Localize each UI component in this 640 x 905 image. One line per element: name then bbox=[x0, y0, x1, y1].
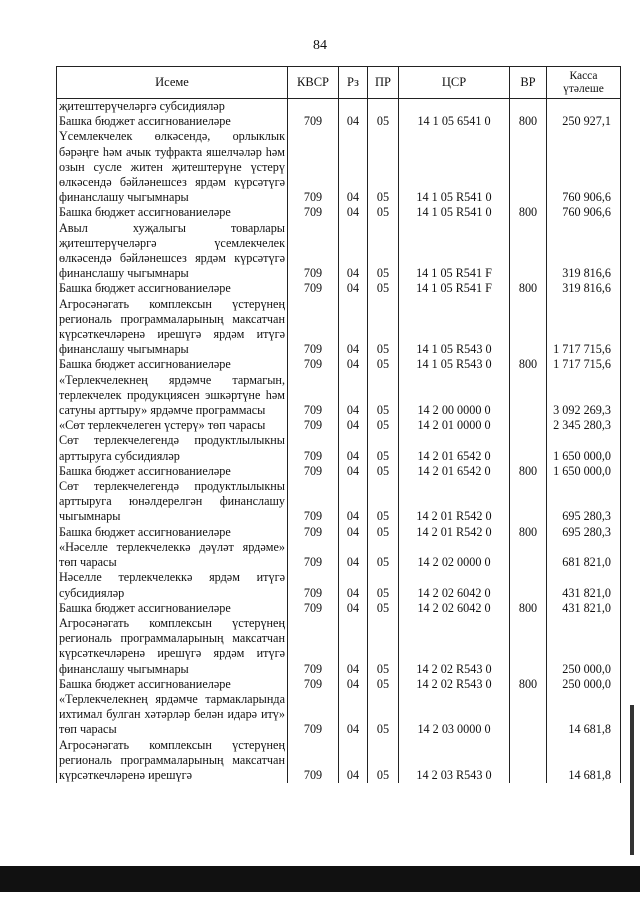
cell-name: Агросәнәгать комплексын үстерүнең региональ программаларының максатчан күрсәткечләренә ирешүгә ярдәм итүгә финанслашу чыгымнары bbox=[57, 616, 288, 677]
cell-vr bbox=[510, 297, 547, 358]
cell-kvsr: 709 bbox=[288, 221, 339, 282]
cell-pr: 05 bbox=[368, 357, 399, 372]
cell-pr bbox=[368, 99, 399, 115]
header-pr: ПР bbox=[368, 67, 399, 99]
cell-amount: 3 092 269,3 bbox=[547, 373, 621, 419]
cell-rz: 04 bbox=[339, 464, 368, 479]
cell-name: Авыл хуҗалыгы товарлары җитештерүчеләргә үсемлекчелек өлкәсендә бәйләнешсез ярдәм күрсәтүгә финанслашу чыгымнары bbox=[57, 221, 288, 282]
cell-vr bbox=[510, 479, 547, 525]
page-number: 84 bbox=[313, 38, 327, 53]
cell-amount: 14 681,8 bbox=[547, 738, 621, 784]
cell-vr: 800 bbox=[510, 357, 547, 372]
cell-rz: 04 bbox=[339, 221, 368, 282]
cell-name: Башка бюджет ассигнованиеләре bbox=[57, 357, 288, 372]
cell-csr: 14 2 02 6042 0 bbox=[399, 570, 510, 600]
cell-csr: 14 2 03 R543 0 bbox=[399, 738, 510, 784]
table-row bbox=[57, 129, 621, 205]
cell-rz: 04 bbox=[339, 692, 368, 738]
table-row bbox=[57, 525, 621, 540]
table-row bbox=[57, 692, 621, 738]
cell-csr: 14 1 05 R541 0 bbox=[399, 129, 510, 205]
cell-rz: 04 bbox=[339, 373, 368, 419]
cell-vr: 800 bbox=[510, 677, 547, 692]
table-row bbox=[57, 114, 621, 129]
cell-name: «Нәселле терлекчелеккә дәүләт ярдәме» төп чарасы bbox=[57, 540, 288, 570]
cell-kvsr: 709 bbox=[288, 297, 339, 358]
cell-amount: 2 345 280,3 bbox=[547, 418, 621, 433]
cell-name: җитештерүчеләргә субсидияләр bbox=[57, 99, 288, 115]
cell-pr: 05 bbox=[368, 570, 399, 600]
cell-amount: 431 821,0 bbox=[547, 570, 621, 600]
cell-vr: 800 bbox=[510, 114, 547, 129]
cell-amount: 760 906,6 bbox=[547, 205, 621, 220]
cell-pr: 05 bbox=[368, 692, 399, 738]
cell-kvsr: 709 bbox=[288, 281, 339, 296]
table-row bbox=[57, 281, 621, 296]
cell-vr: 800 bbox=[510, 281, 547, 296]
cell-vr bbox=[510, 373, 547, 419]
cell-name: Башка бюджет ассигнованиеләре bbox=[57, 205, 288, 220]
table-row bbox=[57, 373, 621, 419]
cell-rz: 04 bbox=[339, 433, 368, 463]
cell-rz: 04 bbox=[339, 677, 368, 692]
cell-vr bbox=[510, 570, 547, 600]
cell-pr: 05 bbox=[368, 540, 399, 570]
cell-name: Нәселле терлекчелеккә ярдәм итүгә субсидияләр bbox=[57, 570, 288, 600]
cell-kvsr: 709 bbox=[288, 433, 339, 463]
cell-amount: 1 650 000,0 bbox=[547, 464, 621, 479]
cell-amount: 681 821,0 bbox=[547, 540, 621, 570]
table-row bbox=[57, 418, 621, 433]
cell-vr bbox=[510, 433, 547, 463]
cell-pr: 05 bbox=[368, 373, 399, 419]
cell-amount: 14 681,8 bbox=[547, 692, 621, 738]
cell-pr: 05 bbox=[368, 129, 399, 205]
cell-pr: 05 bbox=[368, 297, 399, 358]
cell-kvsr: 709 bbox=[288, 129, 339, 205]
budget-table bbox=[56, 66, 621, 783]
cell-name: «Терлекчелекнең ярдәмче тармакларында ихтимал булган хәтәрләр белән идарә итү» төп чарасы bbox=[57, 692, 288, 738]
cell-rz: 04 bbox=[339, 479, 368, 525]
cell-pr: 05 bbox=[368, 114, 399, 129]
cell-kvsr: 709 bbox=[288, 114, 339, 129]
cell-vr bbox=[510, 616, 547, 677]
cell-rz: 04 bbox=[339, 357, 368, 372]
cell-name: Башка бюджет ассигнованиеләре bbox=[57, 281, 288, 296]
cell-rz: 04 bbox=[339, 738, 368, 784]
cell-name: Агросәнәгать комплексын үстерүнең региональ программаларының максатчан күрсәткечләренә ирешүгә ярдәм итүгә финанслашу чыгымнары bbox=[57, 297, 288, 358]
cell-csr: 14 2 01 6542 0 bbox=[399, 464, 510, 479]
header-kassa-line1: Касса bbox=[569, 69, 598, 82]
cell-csr: 14 1 05 R541 F bbox=[399, 221, 510, 282]
cell-csr: 14 2 03 0000 0 bbox=[399, 692, 510, 738]
cell-rz: 04 bbox=[339, 281, 368, 296]
cell-name: «Терлекчелекнең ярдәмче тармагын, терлекчелек продукциясен эшкәртүне һәм сатуны арттыру» ярдәмче программасы bbox=[57, 373, 288, 419]
table-row bbox=[57, 464, 621, 479]
cell-csr: 14 2 01 R542 0 bbox=[399, 479, 510, 525]
cell-pr: 05 bbox=[368, 418, 399, 433]
cell-kvsr: 709 bbox=[288, 464, 339, 479]
table-row bbox=[57, 616, 621, 677]
table-row bbox=[57, 221, 621, 282]
cell-vr: 800 bbox=[510, 601, 547, 616]
cell-kvsr: 709 bbox=[288, 525, 339, 540]
table-row bbox=[57, 433, 621, 463]
cell-amount: 1 650 000,0 bbox=[547, 433, 621, 463]
cell-pr: 05 bbox=[368, 281, 399, 296]
table-row bbox=[57, 99, 621, 115]
cell-pr: 05 bbox=[368, 433, 399, 463]
cell-pr: 05 bbox=[368, 616, 399, 677]
cell-amount: 1 717 715,6 bbox=[547, 297, 621, 358]
cell-kvsr: 709 bbox=[288, 601, 339, 616]
cell-vr bbox=[510, 99, 547, 115]
cell-csr: 14 2 02 R543 0 bbox=[399, 677, 510, 692]
cell-kvsr: 709 bbox=[288, 738, 339, 784]
cell-amount: 250 000,0 bbox=[547, 677, 621, 692]
header-csr: ЦСР bbox=[399, 67, 510, 99]
cell-pr: 05 bbox=[368, 677, 399, 692]
table-row bbox=[57, 570, 621, 600]
cell-csr: 14 1 05 R541 0 bbox=[399, 205, 510, 220]
cell-vr bbox=[510, 129, 547, 205]
cell-rz: 04 bbox=[339, 205, 368, 220]
header-rz: Рз bbox=[339, 67, 368, 99]
cell-vr bbox=[510, 221, 547, 282]
cell-pr: 05 bbox=[368, 221, 399, 282]
cell-amount: 250 000,0 bbox=[547, 616, 621, 677]
table-header-row bbox=[57, 67, 621, 99]
cell-vr bbox=[510, 692, 547, 738]
cell-vr: 800 bbox=[510, 464, 547, 479]
cell-name: Башка бюджет ассигнованиеләре bbox=[57, 677, 288, 692]
cell-kvsr: 709 bbox=[288, 479, 339, 525]
cell-kvsr: 709 bbox=[288, 205, 339, 220]
cell-vr bbox=[510, 738, 547, 784]
cell-name: «Сөт терлекчелеген үстерү» төп чарасы bbox=[57, 418, 288, 433]
cell-pr: 05 bbox=[368, 479, 399, 525]
table-row bbox=[57, 738, 621, 784]
cell-csr: 14 1 05 R541 F bbox=[399, 281, 510, 296]
cell-name: Сөт терлекчелегендә продуктлылыкны арттыруга юнәлдерелгән финанслашу чыгымнары bbox=[57, 479, 288, 525]
cell-kvsr: 709 bbox=[288, 373, 339, 419]
header-vr: ВР bbox=[510, 67, 547, 99]
cell-csr: 14 2 01 R542 0 bbox=[399, 525, 510, 540]
cell-csr: 14 1 05 6541 0 bbox=[399, 114, 510, 129]
cell-pr: 05 bbox=[368, 464, 399, 479]
cell-amount: 431 821,0 bbox=[547, 601, 621, 616]
cell-rz: 04 bbox=[339, 525, 368, 540]
cell-kvsr: 709 bbox=[288, 540, 339, 570]
cell-kvsr bbox=[288, 99, 339, 115]
cell-csr: 14 1 05 R543 0 bbox=[399, 357, 510, 372]
cell-amount: 319 816,6 bbox=[547, 281, 621, 296]
cell-amount bbox=[547, 99, 621, 115]
cell-rz: 04 bbox=[339, 114, 368, 129]
cell-name: Башка бюджет ассигнованиеләре bbox=[57, 601, 288, 616]
cell-vr: 800 bbox=[510, 205, 547, 220]
header-kassa-line2: үтәлеше bbox=[563, 82, 604, 95]
cell-name: Сөт терлекчелегендә продуктлылыкны арттыруга субсидияләр bbox=[57, 433, 288, 463]
scan-bottom-bar bbox=[0, 866, 640, 892]
cell-rz: 04 bbox=[339, 129, 368, 205]
cell-pr: 05 bbox=[368, 205, 399, 220]
scan-edge-mark bbox=[630, 705, 634, 855]
table-body bbox=[57, 99, 621, 784]
cell-rz: 04 bbox=[339, 570, 368, 600]
table-row bbox=[57, 601, 621, 616]
cell-csr: 14 2 00 0000 0 bbox=[399, 373, 510, 419]
cell-kvsr: 709 bbox=[288, 570, 339, 600]
cell-csr bbox=[399, 99, 510, 115]
cell-rz bbox=[339, 99, 368, 115]
cell-rz: 04 bbox=[339, 616, 368, 677]
table-row bbox=[57, 479, 621, 525]
table-row bbox=[57, 677, 621, 692]
cell-csr: 14 2 02 6042 0 bbox=[399, 601, 510, 616]
cell-pr: 05 bbox=[368, 738, 399, 784]
table-row bbox=[57, 297, 621, 358]
table-row bbox=[57, 357, 621, 372]
cell-vr bbox=[510, 418, 547, 433]
cell-name: Башка бюджет ассигнованиеләре bbox=[57, 464, 288, 479]
cell-name: Агросәнәгать комплексын үстерүнең региональ программаларының максатчан күрсәткечләренә ирешүгә bbox=[57, 738, 288, 784]
cell-amount: 695 280,3 bbox=[547, 525, 621, 540]
cell-rz: 04 bbox=[339, 418, 368, 433]
table-row bbox=[57, 540, 621, 570]
table-row bbox=[57, 205, 621, 220]
cell-amount: 319 816,6 bbox=[547, 221, 621, 282]
cell-amount: 760 906,6 bbox=[547, 129, 621, 205]
cell-amount: 250 927,1 bbox=[547, 114, 621, 129]
cell-csr: 14 2 01 6542 0 bbox=[399, 433, 510, 463]
cell-pr: 05 bbox=[368, 601, 399, 616]
cell-rz: 04 bbox=[339, 297, 368, 358]
cell-name: Башка бюджет ассигнованиеләре bbox=[57, 114, 288, 129]
cell-csr: 14 2 01 0000 0 bbox=[399, 418, 510, 433]
cell-name: Үсемлекчелек өлкәсендә, орлыклык бәрәңге һәм ачык туфракта яшелчәләр һәм озын сусле житен җитештерүне үстерү өлкәсендә бәйләнешсез ярдәм күрсәтүгә финанслашу чыгымнары bbox=[57, 129, 288, 205]
cell-vr: 800 bbox=[510, 525, 547, 540]
cell-pr: 05 bbox=[368, 525, 399, 540]
header-kassa bbox=[547, 67, 621, 99]
header-kvsr: КВСР bbox=[288, 67, 339, 99]
cell-kvsr: 709 bbox=[288, 677, 339, 692]
cell-rz: 04 bbox=[339, 540, 368, 570]
cell-kvsr: 709 bbox=[288, 418, 339, 433]
cell-csr: 14 2 02 R543 0 bbox=[399, 616, 510, 677]
cell-vr bbox=[510, 540, 547, 570]
header-name: Исеме bbox=[57, 67, 288, 99]
cell-amount: 1 717 715,6 bbox=[547, 357, 621, 372]
cell-csr: 14 2 02 0000 0 bbox=[399, 540, 510, 570]
cell-rz: 04 bbox=[339, 601, 368, 616]
cell-amount: 695 280,3 bbox=[547, 479, 621, 525]
cell-kvsr: 709 bbox=[288, 692, 339, 738]
cell-name: Башка бюджет ассигнованиеләре bbox=[57, 525, 288, 540]
cell-csr: 14 1 05 R543 0 bbox=[399, 297, 510, 358]
cell-kvsr: 709 bbox=[288, 357, 339, 372]
cell-kvsr: 709 bbox=[288, 616, 339, 677]
